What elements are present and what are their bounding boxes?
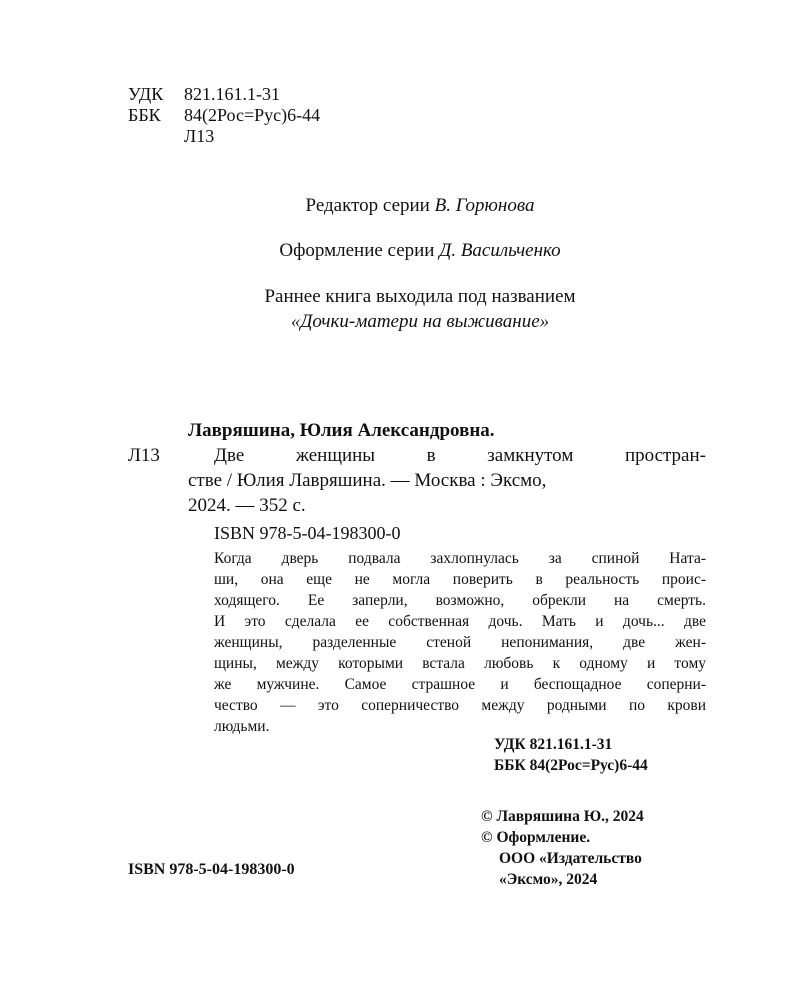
classification-bottom	[494, 734, 648, 776]
isbn-bottom: ISBN 978-5-04-198300-0	[128, 861, 295, 878]
classification-top	[128, 84, 320, 147]
udk-bottom: УДК 821.161.1-31	[494, 736, 613, 753]
design-line	[0, 238, 800, 263]
annotation-line: же мужчине. Самое страшное и беспощадное соперни-	[214, 676, 706, 693]
entry-isbn: ISBN 978-5-04-198300-0	[214, 523, 401, 543]
bbk-label: ББК	[128, 105, 161, 125]
annotation-line: щины, между которыми встала любовь к одному и тому	[214, 655, 706, 672]
annotation-line: ходящего. Ее заперли, возможно, обрекли на смерть.	[214, 592, 706, 609]
copyright-publisher: ООО «Издательство	[499, 850, 642, 867]
annotation-line: людьми.	[214, 718, 270, 735]
copyright-design: © Оформление.	[481, 829, 591, 846]
design-label: Оформление серии	[279, 240, 435, 261]
previous-title: «Дочки-матери на выживание»	[290, 311, 550, 332]
bbk-bottom: ББК 84(2Рос=Рус)6-44	[494, 757, 648, 774]
udk-value: 821.161.1-31	[184, 84, 280, 104]
entry-line-1: Две женщины в замкнутом простран-	[214, 445, 706, 466]
annotation-line: Когда дверь подвала захлопнулась за спиной Ната-	[214, 550, 706, 567]
bbk-row	[128, 105, 320, 126]
copyright-year: «Эксмо», 2024	[499, 871, 598, 888]
author-heading: Лавряшина, Юлия Александровна.	[188, 420, 495, 441]
editor-name: В. Горюнова	[434, 195, 535, 216]
author-sign-row	[128, 126, 320, 147]
author-sign: Л13	[184, 126, 215, 146]
udk-label: УДК	[128, 84, 164, 104]
previous-title-label: Раннее книга выходила под названием	[264, 286, 576, 307]
design-name: Д. Васильченко	[439, 240, 561, 261]
entry-line-3: 2024. — 352 с.	[188, 495, 306, 516]
annotation-line: женщины, разделенные стеной непонимания, две жен-	[214, 634, 706, 651]
annotation-line: чество — это соперничество между родными по крови	[214, 697, 706, 714]
entry-sign: Л13	[128, 445, 160, 466]
copyright-author: © Лавряшина Ю., 2024	[481, 808, 644, 825]
copyright-block	[481, 806, 644, 890]
annotation-line: ши, она еще не могла поверить в реальность проис-	[214, 571, 706, 588]
editor-label: Редактор серии	[305, 195, 430, 216]
bbk-value: 84(2Рос=Рус)6-44	[184, 105, 321, 125]
entry-line-2: стве / Юлия Лавряшина. — Москва : Эксмо,	[188, 470, 547, 491]
annotation	[214, 548, 706, 737]
annotation-line: И это сделала ее собственная дочь. Мать и дочь... две	[214, 613, 706, 630]
editor-line	[0, 193, 800, 218]
udk-row	[128, 84, 320, 105]
